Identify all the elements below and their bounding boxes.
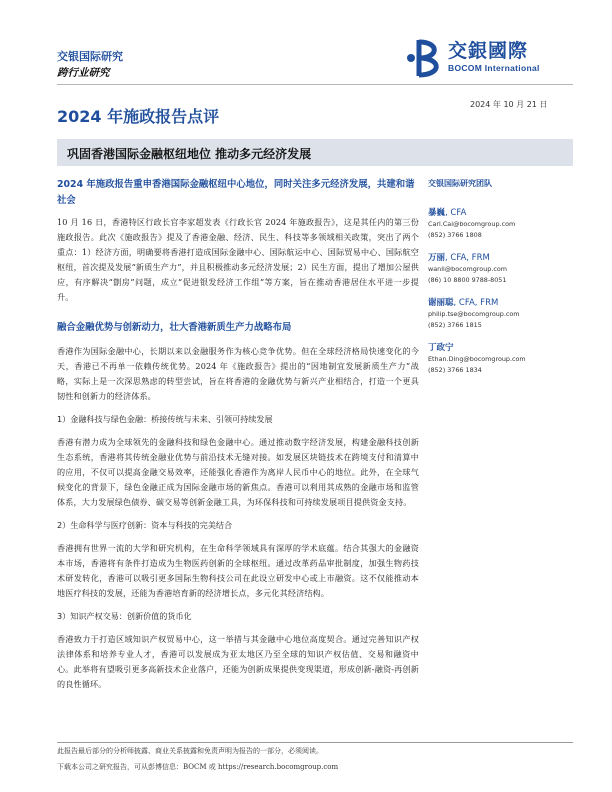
bocom-logo-icon: [405, 38, 443, 78]
analyst-cert: , CFA: [445, 208, 467, 218]
analyst-phone: (852) 3766 1808: [428, 231, 482, 239]
analyst-email[interactable]: wanli@bocomgroup.com: [428, 265, 507, 273]
subsection-paragraph-1: 香港有潜力成为全球领先的金融科技和绿色金融中心。通过推动数字经济发展，构建金融科技创新生态系统，香港将其传统金融业优势与前沿技术无缝对接。如发展区块链技术在跨境支付和清算中的应用，不仅可以提高金融交易效率，还能强化香港作为离岸人民币中心的地位。此外，在全球气候变化的背景下，绿色金融正成为国际金融市场的新焦点。香港可以利用其成熟的金融市场和监管体系，大力发展绿色债券、碳交易等创新金融工具，为环保科技和可持续发展项目提供资金支持。: [57, 437, 419, 507]
logo-english: BOCOM International: [448, 63, 540, 73]
analyst-name: 谢丽聪: [428, 298, 454, 308]
analyst-phone: (86) 10 8800 9788-8051: [428, 276, 507, 284]
analyst-card: [428, 297, 578, 331]
subsection-heading-3: 3）知识产权交易：创新价值的货币化: [57, 611, 192, 621]
footer-download-note[interactable]: 下载本公司之研究报告，可从彭博信息：BOCM 或 https://research.bocomgroup.com: [57, 763, 339, 771]
analyst-card: [428, 207, 578, 241]
analyst-name: 万丽: [428, 253, 446, 263]
analyst-phone: (852) 3766 1815: [428, 321, 482, 329]
subsection-paragraph-3: 香港致力于打造区域知识产权贸易中心，这一举措与其金融中心地位高度契合。通过完善知识产权法律体系和培养专业人才，香港可以发展成为亚太地区乃至全球的知识产权估值、交易和融资中心。此举将有望吸引更多高新技术企业落户，还能为创新成果提供变现渠道，形成创新-融资-再创新的良性循环。: [57, 634, 419, 689]
analyst-sidebar: [428, 178, 578, 387]
analyst-email[interactable]: Carl.Cai@bocomgroup.com: [428, 220, 516, 228]
subsection-heading-1: 1）金融科技与绿色金融：桥接传统与未来、引领可持续发展: [57, 414, 273, 424]
report-type: 跨行业研究: [57, 67, 110, 79]
section-heading-1: 2024 年施政报告重申香港国际金融枢纽中心地位，同时关注多元经济发展，共建和谐社会: [57, 179, 415, 206]
section-heading-2: 融合金融优势与创新动力，壮大香港新质生产力战略布局: [57, 322, 292, 333]
report-date: 2024 年 10 月 21 日: [470, 100, 548, 109]
analyst-cert: , CFA, FRM: [453, 298, 499, 308]
analyst-email[interactable]: philip.tse@bocomgroup.com: [428, 310, 520, 318]
analyst-cert: , CFA, FRM: [445, 253, 490, 263]
analyst-card: [428, 252, 578, 286]
header-divider: [57, 84, 573, 85]
analyst-phone: (852) 3766 1834: [428, 366, 482, 374]
footer-disclaimer: 此报告最后部分的分析师披露、商业关系披露和免责声明为报告的一部分，必须阅读。: [57, 747, 323, 755]
analyst-email[interactable]: Ethan.Ding@bocomgroup.com: [428, 355, 526, 363]
page-title: 2024 年施政报告点评: [57, 107, 220, 126]
subsection-heading-2: 2）生命科学与医疗创新：资本与科技的完美结合: [57, 520, 233, 530]
footer-divider: [57, 742, 573, 743]
logo-chinese: 交銀國際: [448, 40, 529, 62]
analyst-card: [428, 342, 578, 376]
org-name: 交银国际研究: [57, 50, 123, 63]
analyst-name: 丁政宁: [428, 343, 454, 353]
section-paragraph-1: 10 月 16 日，香港特区行政长官李家超发表《行政长官 2024 年施政报告》，这是其任内的第三份施政报告。此次《施政报告》提及了香港金融、经济、民生、科技等多领域相关政策，突出了两个重点：1）经济方面，明确要将香港打造成国际金融中心、国际航运中心、国际贸易中心、国际航空枢纽，首次提及发展“新质生产力”，并且积极推动多元经济发展；2）民生方面，提出了增加公屋供应，有序解决“劏房”问题，成立“促进银发经济工作组”等方案，旨在推动香港居住水平进一步提升。: [57, 217, 419, 302]
subsection-paragraph-2: 香港拥有世界一流的大学和研究机构，在生命科学领域具有深厚的学术底蕴。结合其强大的金融资本市场，香港将有条件打造成为生物医药创新的全球枢纽。通过改革药品审批制度，加强生物药技术研发转化，香港可以吸引更多国际生物科技公司在此设立研发中心或上市融资。这不仅能推动本地医疗科技的发展，还能为香港培育新的经济增长点，多元化其经济结构。: [57, 543, 419, 598]
page-subtitle: 巩固香港国际金融枢纽地位 推动多元经济发展: [67, 147, 312, 161]
section-paragraph-2: 香港作为国际金融中心，长期以来以金融服务作为核心竞争优势。但在全球经济格局快速变化的今天，香港已不再单一依赖传统优势。2024 年《施政报告》提出的“因地制宜发展新质生产力”战略，实际上是一次深思熟虑的转型尝试，旨在将香港的金融优势与新兴产业相结合，打造一个更具韧性和创新力的经济体系。: [57, 346, 419, 401]
main-content: [57, 177, 419, 692]
sidebar-heading: 交银国际研究团队: [428, 179, 492, 188]
analyst-name: 暴巍: [428, 208, 446, 218]
